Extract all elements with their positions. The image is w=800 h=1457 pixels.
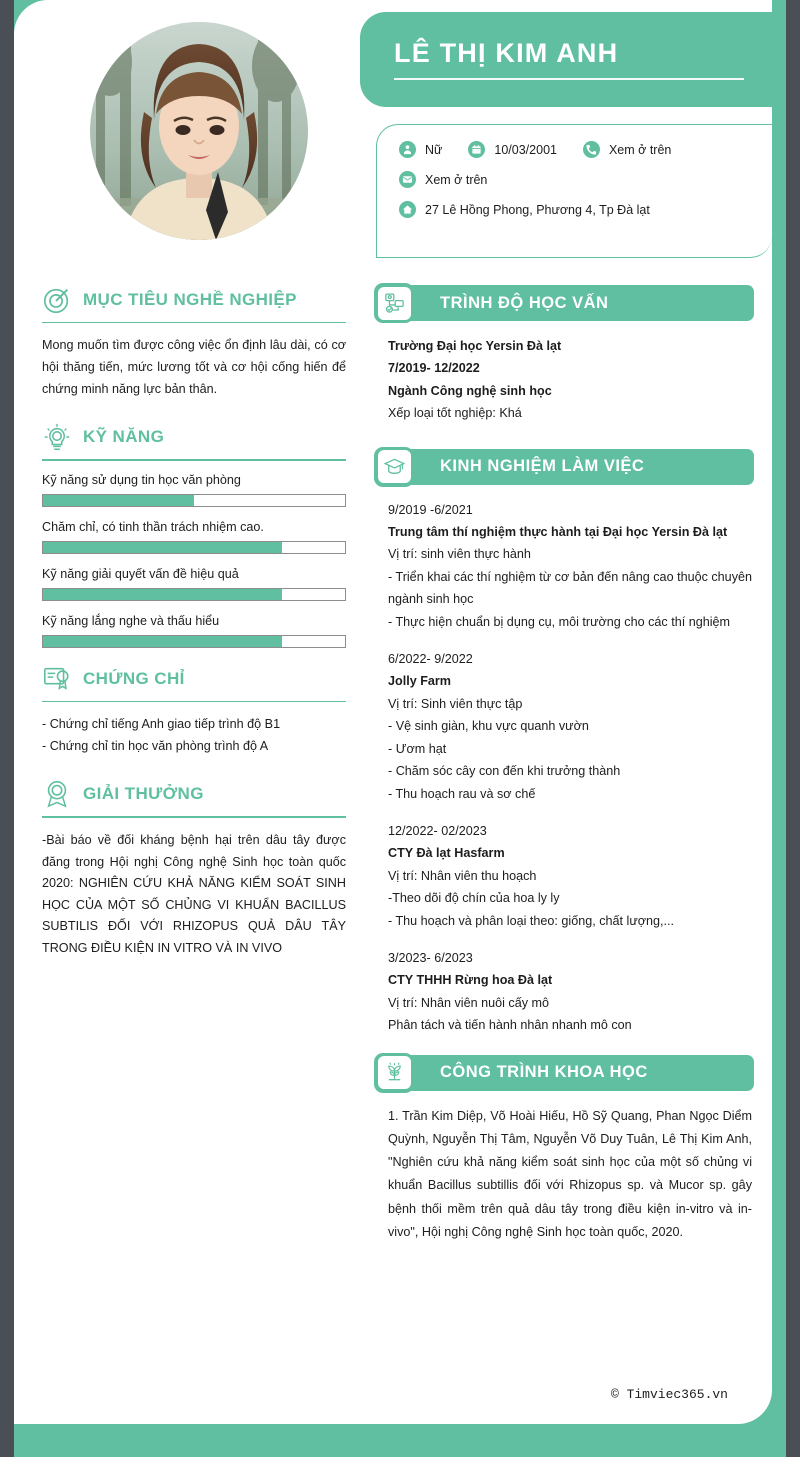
- page-title: LÊ THỊ KIM ANH: [394, 38, 619, 69]
- education-line: 7/2019- 12/2022: [388, 361, 480, 376]
- section-education-header: [374, 285, 754, 321]
- job-line: Vị trí: sinh viên thực hành: [388, 547, 531, 562]
- experience-entry: [388, 499, 752, 633]
- target-icon: [42, 285, 72, 315]
- experience-entry: [388, 947, 752, 1037]
- left-frame-strip: [0, 0, 14, 1457]
- home-icon: [399, 201, 416, 218]
- science-plant-icon: [383, 1061, 406, 1084]
- job-company: Jolly Farm: [388, 674, 451, 689]
- cv-header: [14, 0, 772, 285]
- award-text: -Bài báo về đối kháng bệnh hại trên dâu tây được đăng trong Hội nghị Công nghệ Sinh học toàn quốc 2020: NGHIÊN CỨU KHẢ NĂNG KIỂM SOÁT SINH HỌC CỦA MỘT SỐ CHỦNG VI KHUẨN BACILLUS SUBTILIS ĐỐI VỚI RHIZOPUS QUẢ DÂU TÂY TRONG ĐIỀU KIỆN IN VITRO VÀ IN VIVO: [42, 832, 346, 956]
- section-certificates-header: [42, 664, 346, 694]
- contact-value: Xem ở trên: [608, 142, 672, 157]
- education-line: Xếp loại tốt nghiệp: Khá: [388, 406, 522, 421]
- job-line: - Thu hoạch và phân loại theo: giống, chất lượng,...: [388, 913, 675, 928]
- job-line: - Ươm hạt: [388, 741, 447, 756]
- section-divider: [42, 459, 346, 460]
- section-title: KỸ NĂNG: [83, 427, 165, 447]
- skill-bar-fill: [43, 589, 282, 600]
- section-divider: [42, 701, 346, 702]
- job-date: 6/2022- 9/2022: [388, 652, 473, 667]
- contact-value: Xem ở trên: [425, 172, 488, 187]
- publication-item: 1. Trần Kim Diệp, Võ Hoài Hiếu, Hồ Sỹ Quang, Phan Ngọc Diểm Quỳnh, Nguyễn Thị Tâm, Nguyễn Võ Duy Tuân, Lê Thị Kim Anh, "Nghiên cứu khả năng kiểm soát sinh học của một số chủng vi khuẩn Bacillus subtillis đối với Rhizopus sp. và Mucor sp. gây bệnh thối mềm trên quả dâu tây trong điều kiện in-vitro và in-vivo", Hội nghị Công nghệ Sinh học toàn quốc, 2020.: [388, 1108, 752, 1240]
- certificate-item: - Chứng chỉ tiếng Anh giao tiếp trình độ B1: [42, 717, 281, 732]
- skill-item: [42, 473, 346, 507]
- section-icon-badge: [374, 447, 414, 487]
- research-body: [374, 1091, 754, 1245]
- education-line: Ngành Công nghệ sinh học: [388, 383, 552, 398]
- skill-bar: [42, 635, 346, 648]
- job-date: 9/2019 -6/2021: [388, 502, 473, 517]
- job-line: - Vệ sinh giàn, khu vực quanh vườn: [388, 719, 589, 734]
- certificate-item: - Chứng chỉ tin học văn phòng trình độ A: [42, 738, 269, 753]
- avatar: [90, 22, 308, 240]
- contact-gender: [399, 141, 442, 158]
- contact-value: 27 Lê Hồng Phong, Phương 4, Tp Đà lạt: [425, 202, 650, 217]
- contact-info-box: [376, 124, 772, 258]
- contact-value: Nữ: [425, 142, 443, 157]
- education-body: [374, 321, 754, 425]
- name-underline: [394, 78, 744, 80]
- name-banner: [360, 12, 772, 107]
- section-title: CÔNG TRÌNH KHOA HỌC: [440, 1063, 648, 1082]
- section-awards-header: [42, 779, 346, 809]
- job-line: Vị trí: Nhân viên nuôi cấy mô: [388, 995, 549, 1010]
- skill-bar: [42, 494, 346, 507]
- section-certificates: [42, 664, 346, 758]
- job-company: CTY THHH Rừng hoa Đà lạt: [388, 973, 553, 988]
- section-research: [374, 1055, 754, 1245]
- award-ribbon-icon: [42, 779, 72, 809]
- graduation-cap-icon: [383, 455, 406, 478]
- portrait-photo-icon: [90, 22, 308, 240]
- section-title: GIẢI THƯỞNG: [83, 784, 204, 804]
- skill-bar: [42, 588, 346, 601]
- skill-bar: [42, 541, 346, 554]
- contact-row: [399, 171, 762, 188]
- skill-label: Kỹ năng giải quyết vấn đề hiệu quả: [42, 566, 239, 581]
- job-line: - Thu hoạch rau và sơ chế: [388, 786, 536, 801]
- section-icon-badge: [374, 1053, 414, 1093]
- section-education: [374, 285, 754, 425]
- skill-label: Kỹ năng lắng nghe và thấu hiểu: [42, 613, 220, 628]
- skill-item: [42, 567, 346, 601]
- skill-item: [42, 614, 346, 648]
- cv-body: [14, 285, 772, 1248]
- certificate-icon: [42, 664, 72, 694]
- job-company: CTY Đà lạt Hasfarm: [388, 846, 505, 861]
- objective-text: Mong muốn tìm được công việc ổn định lâu dài, có cơ hội thăng tiến, mức lương tốt và cơ hội cống hiến để chứng minh năng lực bản thân.: [42, 338, 346, 396]
- section-title: KINH NGHIỆM LÀM VIỆC: [440, 457, 645, 476]
- person-icon: [399, 141, 416, 158]
- experience-body: [374, 485, 754, 1037]
- contact-birthdate: [468, 141, 557, 158]
- job-company: Trung tâm thí nghiệm thực hành tại Đại học Yersin Đà lạt: [388, 525, 728, 540]
- footer-copyright: © Timviec365.vn: [610, 1387, 728, 1402]
- contact-value: 10/03/2001: [494, 142, 557, 157]
- job-line: - Triển khai các thí nghiệm từ cơ bản đến nâng cao thuộc chuyên ngành sinh học: [388, 569, 752, 607]
- job-line: -Theo dõi độ chín của hoa ly ly: [388, 891, 560, 906]
- contact-row: [399, 141, 762, 158]
- job-date: 12/2022- 02/2023: [388, 823, 487, 838]
- job-line: Vị trí: Sinh viên thực tập: [388, 696, 523, 711]
- contact-phone: [583, 141, 671, 158]
- contact-row: [399, 201, 762, 218]
- right-column: [364, 285, 754, 1248]
- experience-entry: [388, 648, 752, 805]
- contact-email: [399, 171, 487, 188]
- section-objective-header: [42, 285, 346, 315]
- right-frame-strip: [786, 0, 800, 1457]
- left-column: [42, 285, 364, 1248]
- job-line: - Chăm sóc cây con đến khi trưởng thành: [388, 764, 621, 779]
- skill-item: [42, 520, 346, 554]
- education-line: Trường Đại học Yersin Đà lạt: [388, 339, 562, 353]
- skill-bar-fill: [43, 636, 282, 647]
- section-awards: [42, 779, 346, 959]
- job-line: Vị trí: Nhân viên thu hoạch: [388, 868, 537, 883]
- section-title: TRÌNH ĐỘ HỌC VẤN: [440, 293, 609, 312]
- calendar-icon: [468, 141, 485, 158]
- section-divider: [42, 816, 346, 817]
- contact-address: [399, 201, 650, 218]
- skill-label: Chăm chỉ, có tinh thần trách nhiệm cao.: [42, 519, 264, 534]
- email-icon: [399, 171, 416, 188]
- section-experience-header: [374, 449, 754, 485]
- skill-bar-fill: [43, 495, 194, 506]
- section-experience: [374, 449, 754, 1037]
- job-line: - Thực hiện chuẩn bị dụng cụ, môi trường cho các thí nghiệm: [388, 614, 731, 629]
- section-objective: [42, 285, 346, 400]
- section-divider: [42, 322, 346, 323]
- skill-bar-fill: [43, 542, 282, 553]
- job-line: Phân tách và tiến hành nhân nhanh mô con: [388, 1018, 632, 1033]
- section-icon-badge: [374, 283, 414, 323]
- section-skills-header: [42, 422, 346, 452]
- cv-card: [14, 0, 772, 1424]
- section-research-header: [374, 1055, 754, 1091]
- job-date: 3/2023- 6/2023: [388, 950, 473, 965]
- section-title: CHỨNG CHỈ: [83, 668, 185, 688]
- phone-icon: [583, 141, 600, 158]
- skill-label: Kỹ năng sử dụng tin học văn phòng: [42, 472, 241, 487]
- education-path-icon: [383, 292, 406, 315]
- section-skills: [42, 422, 346, 647]
- section-title: MỤC TIÊU NGHỀ NGHIỆP: [83, 290, 297, 309]
- experience-entry: [388, 820, 752, 932]
- lightbulb-icon: [42, 422, 72, 452]
